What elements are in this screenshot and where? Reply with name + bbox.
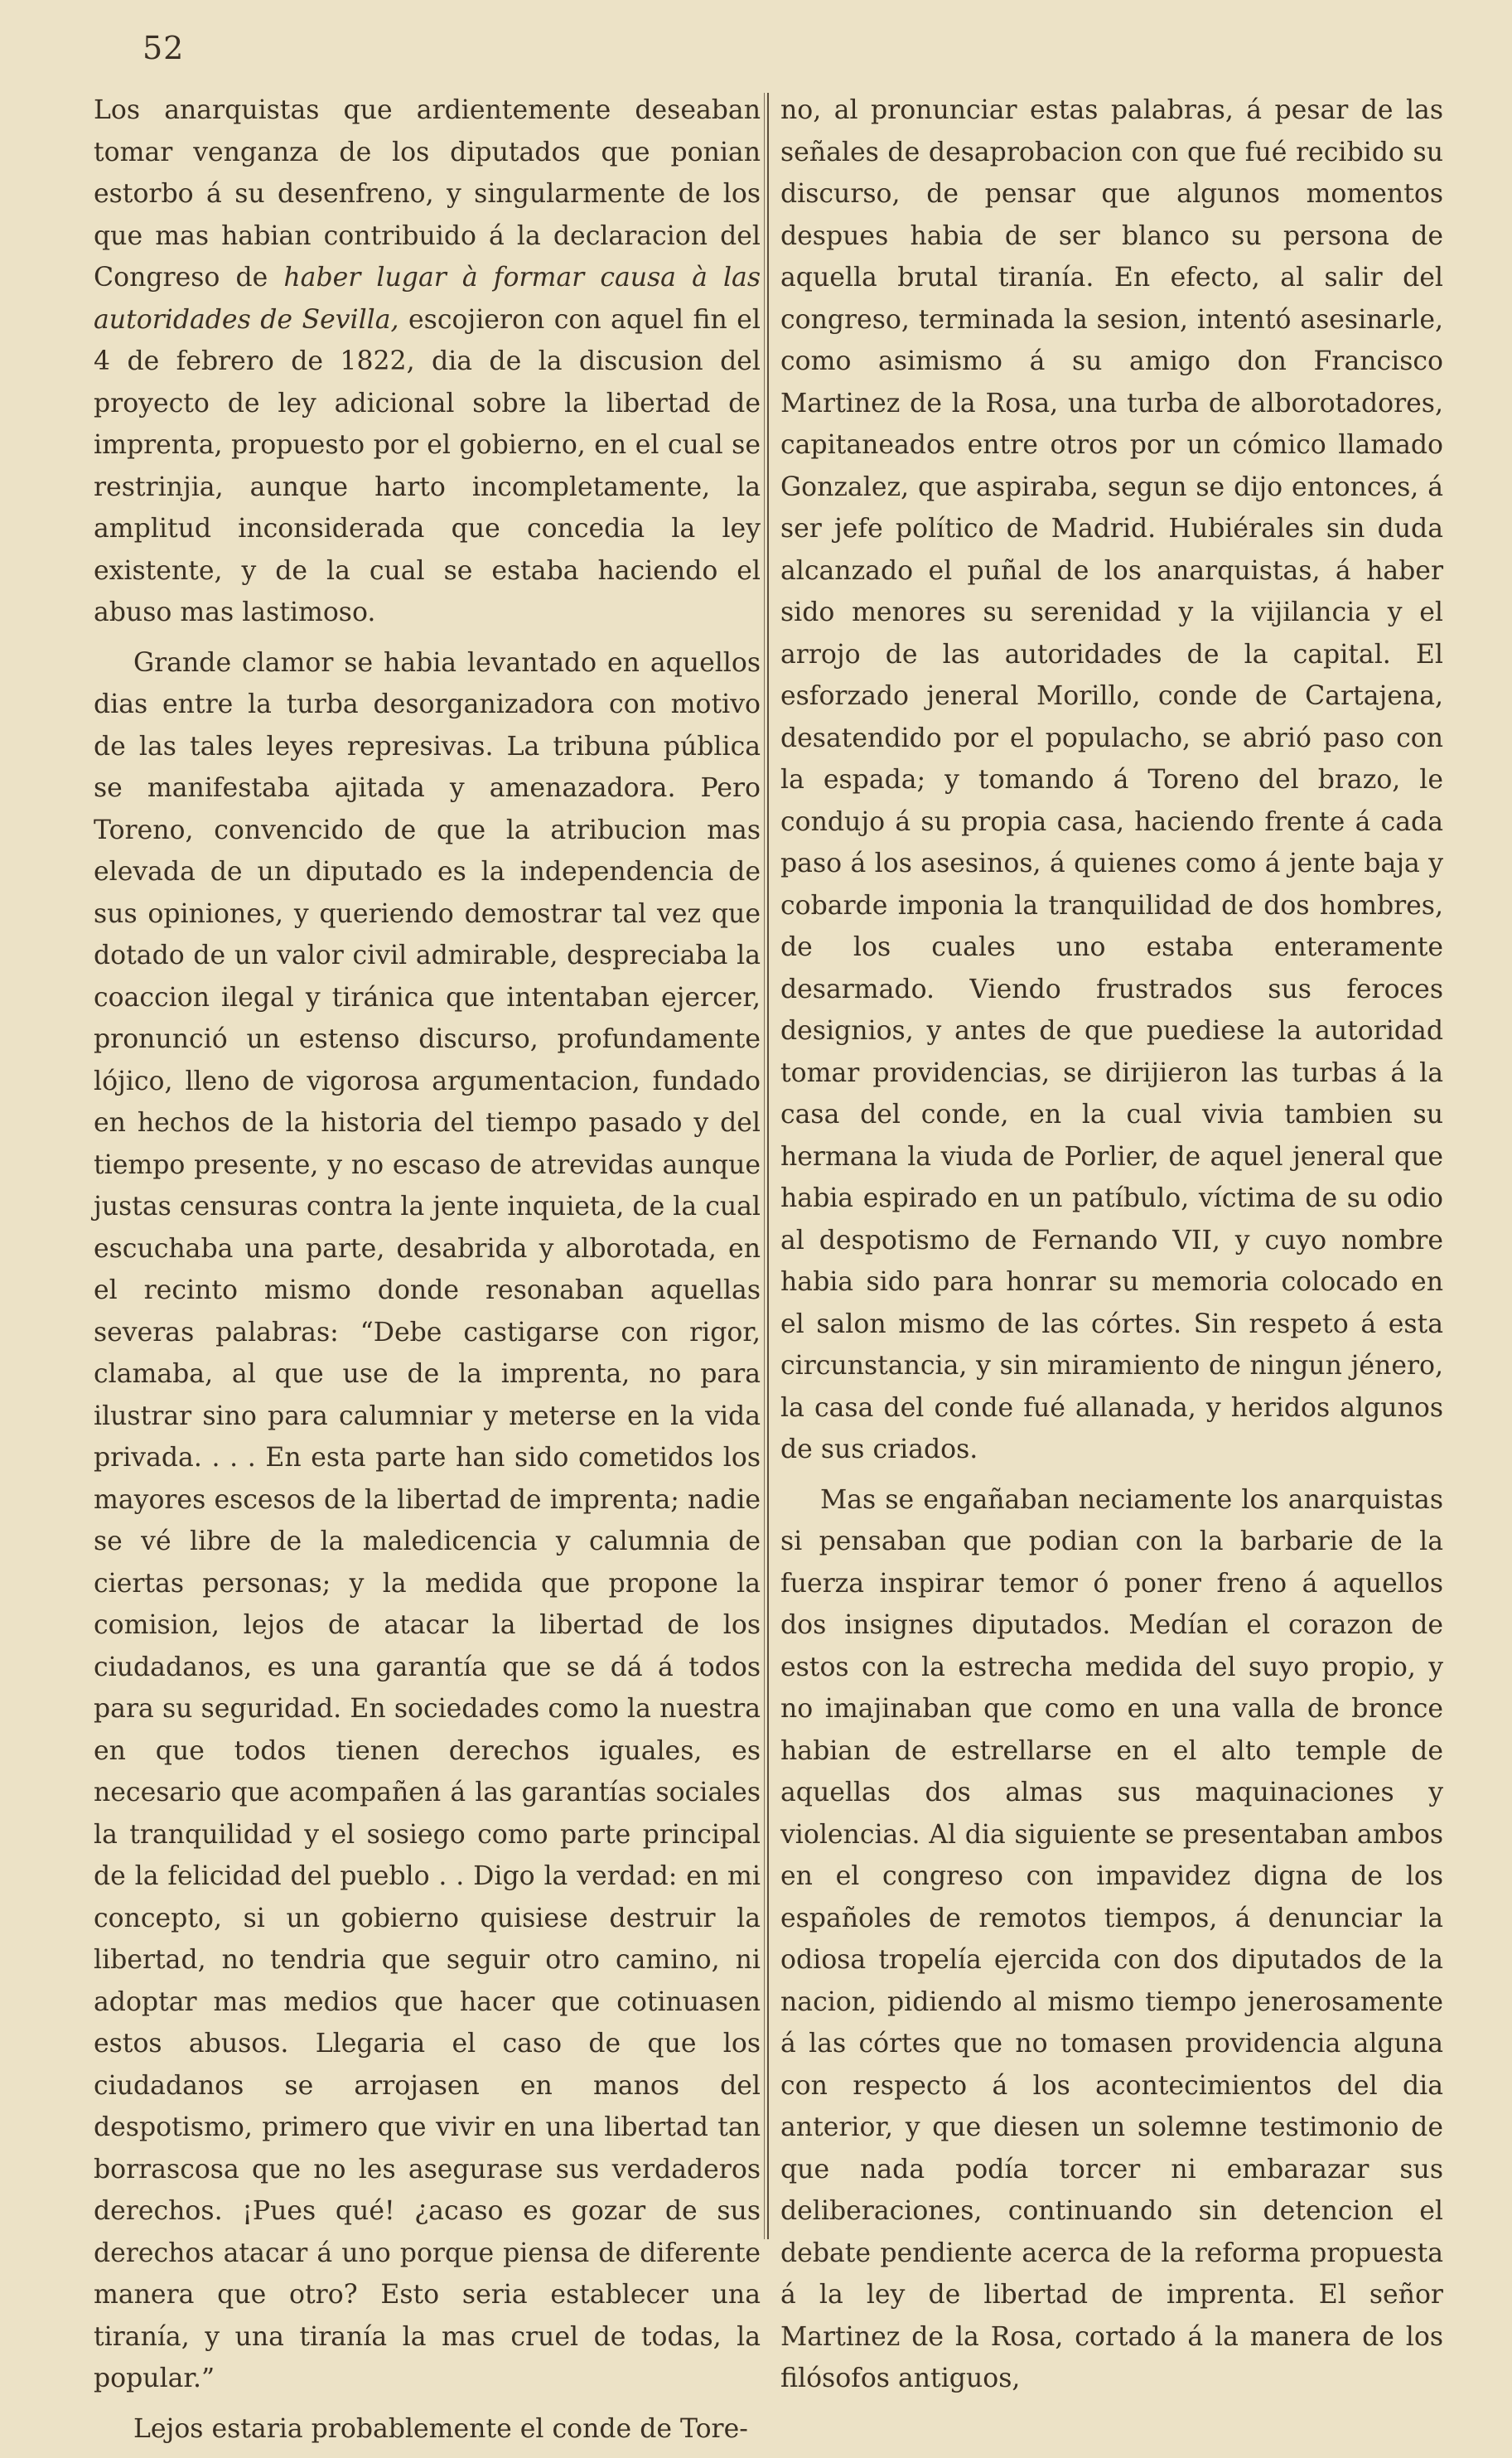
paragraph-text: Los anarquistas que ardientemente deseaban tomar venganza de los diputados que ponian estorbo á su desenfreno, y singularmente de los que mas habian contribuido á la declaracion del Congreso de — [94, 95, 761, 293]
italic-phrase: haber lugar à formar causa à las autoridades de Sevilla, — [94, 263, 761, 335]
paragraph-text: escojieron con aquel fin el 4 de febrero de 1822, dia de la discusion del proyecto de ley adicional sobre la libertad de imprenta, propuesto por el gobierno, en el cual se restrinjia, aunque harto incompletamente, la amplitud inconsiderada que concedia la ley existente, y de la cual se estaba haciendo el abuso mas lastimoso. — [94, 304, 761, 627]
page-number: 52 — [143, 30, 185, 66]
left-column — [94, 90, 761, 2458]
column-divider-inner — [764, 93, 765, 2239]
paragraph: Grande clamor se habia levantado en aquellos dias entre la turba desorganizadora con motivo de las tales leyes represivas. La tribuna pública se manifestaba ajitada y amenazadora. Pero Toreno, convencido de que la atribucion mas elevada de un diputado es la independencia de sus opiniones, y queriendo demostrar tal vez que dotado de un valor civil admirable, despreciaba la coaccion ilegal y tiránica que intentaban ejercer, pronunció un estenso discurso, profundamente lójico, lleno de vigorosa argumentacion, fundado en hechos de la historia del tiempo pasado y del tiempo presente, y no escaso de atrevidas aunque justas censuras contra la jente inquieta, de la cual escuchaba una parte, desabrida y alborotada, en el recinto mismo donde resonaban aquellas severas palabras: “Debe castigarse con rigor, clamaba, al que use de la imprenta, no para ilustrar sino para calumniar y meterse en la vida privada. . . . En esta parte han sido cometidos los mayores escesos de la libertad de imprenta; nadie se vé libre de la maledicencia y calumnia de ciertas personas; y la medida que propone la comision, lejos de atacar la libertad de los ciudadanos, es una garantía que se dá á todos para su seguridad. En sociedades como la nuestra en que todos tienen derechos iguales, es necesario que acompañen á las garantías sociales la tranquilidad y el sosiego como parte principal de la felicidad del pueblo . . Digo la verdad: en mi concepto, si un gobierno quisiese destruir la libertad, no tendria que seguir otro camino, ni adoptar mas medios que hacer que cotinuasen estos abusos. Llegaria el caso de que los ciudadanos se arrojasen en manos del despotismo, primero que vivir en una libertad tan borrascosa que no les asegurase sus verdaderos derechos. ¡Pues qué! ¿acaso es gozar de sus derechos atacar á uno porque piensa de diferente manera que otro? Esto seria establecer una tiranía, y una tiranía la mas cruel de todas, la popular.” — [94, 647, 761, 2393]
column-divider — [767, 93, 769, 2239]
paragraph: no, al pronunciar estas palabras, á pesar de las señales de desaprobacion con que fué recibido su discurso, de pensar que algunos momentos despues habia de ser blanco su persona de aquella brutal tiranía. En efecto, al salir del congreso, terminada la sesion, intentó asesinarle, como asimismo á su amigo don Francisco Martinez de la Rosa, una turba de alborotadores, capitaneados entre otros por un cómico llamado Gonzalez, que aspiraba, segun se dijo entonces, á ser jefe político de Madrid. Hubiérales sin duda alcanzado el puñal de los anarquistas, á haber sido menores su serenidad y la vijilancia y el arrojo de las autoridades de la capital. El esforzado jeneral Morillo, conde de Cartajena, desatendido por el populacho, se abrió paso con la espada; y tomando á Toreno del brazo, le condujo á su propia casa, haciendo frente á cada paso á los asesinos, á quienes como á jente baja y cobarde imponia la tranquilidad de dos hombres, de los cuales uno estaba enteramente desarmado. Viendo frustrados sus feroces designios, y antes de que puediese la autoridad tomar providencias, se dirijieron las turbas á la casa del conde, en la cual vivia tambien su hermana la viuda de Porlier, de aquel jeneral que habia espirado en un patíbulo, víctima de su odio al despotismo de Fernando VII, y cuyo nombre habia sido para honrar su memoria colocado en el salon mismo de las córtes. Sin respeto á esta circunstancia, y sin miramiento de ningun jénero, la casa del conde fué allanada, y heridos algunos de sus criados. — [780, 95, 1443, 1464]
paragraph: Mas se engañaban neciamente los anarquistas si pensaban que podian con la barbarie de la fuerza inspirar temor ó poner freno á aquellos dos insignes diputados. Medían el corazon de estos con la estrecha medida del suyo propio, y no imajinaban que como en una valla de bronce habian de estrellarse en el alto temple de aquellas dos almas sus maquinaciones y violencias. Al dia siguiente se presentaban ambos en el congreso con impavidez digna de los españoles de remotos tiempos, á denunciar la odiosa tropelía ejercida con dos diputados de la nacion, pidiendo al mismo tiempo jenerosamente á las córtes que no tomasen providencia alguna con respecto á los acontecimientos del dia anterior, y que diesen un solemne testimonio de que nada podía torcer ni embarazar sus deliberaciones, continuando sin detencion el debate pendiente acerca de la reforma propuesta á la ley de libertad de imprenta. El señor Martinez de la Rosa, cortado á la manera de los filósofos antiguos, — [780, 1484, 1443, 2393]
paragraph — [94, 90, 761, 634]
right-column — [780, 90, 1443, 2408]
paragraph: Lejos estaria probablemente el conde de Tore- — [133, 2413, 748, 2444]
